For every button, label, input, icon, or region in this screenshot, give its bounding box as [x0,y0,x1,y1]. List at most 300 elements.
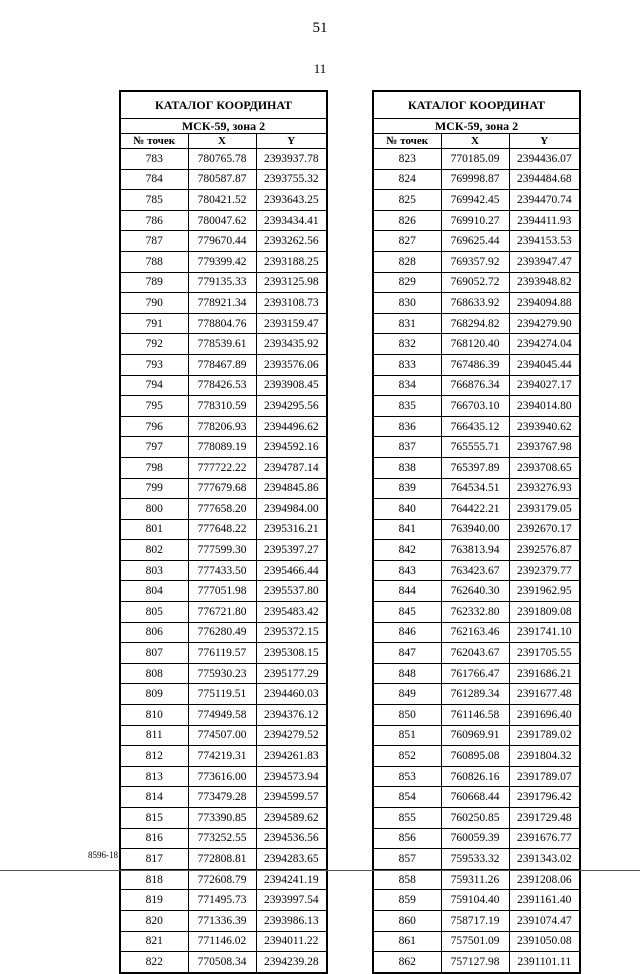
x-coordinate-cell: 778804.76 [188,313,256,334]
y-coordinate-cell: 2394014.80 [509,396,580,417]
table-row [373,457,580,478]
table-row [120,766,327,787]
x-coordinate-cell: 760250.85 [441,808,509,829]
table-row [373,478,580,499]
point-number-cell: 842 [373,540,441,561]
table-row [120,663,327,684]
x-coordinate-cell: 775119.51 [188,684,256,705]
x-coordinate-cell: 779399.42 [188,251,256,272]
y-coordinate-cell: 2393948.82 [509,272,580,293]
x-coordinate-cell: 764422.21 [441,499,509,520]
table-row [120,890,327,911]
y-coordinate-cell: 2394376.12 [256,705,327,726]
y-coordinate-cell: 2395308.15 [256,643,327,664]
y-coordinate-cell: 2394470.74 [509,190,580,211]
table-row [120,519,327,540]
table-row [120,251,327,272]
y-coordinate-cell: 2392576.87 [509,540,580,561]
y-coordinate-cell: 2394496.62 [256,416,327,437]
point-number-cell: 805 [120,602,188,623]
x-coordinate-cell: 765555.71 [441,437,509,458]
point-number-cell: 818 [120,869,188,890]
table-row [373,828,580,849]
point-number-cell: 841 [373,519,441,540]
y-coordinate-cell: 2394011.22 [256,931,327,952]
x-coordinate-cell: 776721.80 [188,602,256,623]
y-coordinate-cell: 2393125.98 [256,272,327,293]
y-coordinate-cell: 2393986.13 [256,910,327,931]
y-coordinate-cell: 2394484.68 [509,169,580,190]
table-row [120,602,327,623]
column-header-point-number: № точек [120,134,188,149]
y-coordinate-cell: 2394436.07 [509,149,580,170]
y-coordinate-cell: 2393997.54 [256,890,327,911]
y-coordinate-cell: 2394283.65 [256,849,327,870]
point-number-cell: 793 [120,354,188,375]
y-coordinate-cell: 2393262.56 [256,231,327,252]
y-coordinate-cell: 2395537.80 [256,581,327,602]
x-coordinate-cell: 757127.98 [441,952,509,973]
x-coordinate-cell: 766703.10 [441,396,509,417]
column-header-x: X [441,134,509,149]
x-coordinate-cell: 760969.91 [441,725,509,746]
x-coordinate-cell: 773390.85 [188,808,256,829]
y-coordinate-cell: 2395372.15 [256,622,327,643]
table-row [120,931,327,952]
y-coordinate-cell: 2392379.77 [509,560,580,581]
y-coordinate-cell: 2391074.47 [509,910,580,931]
x-coordinate-cell: 761146.58 [441,705,509,726]
x-coordinate-cell: 777648.22 [188,519,256,540]
x-coordinate-cell: 774507.00 [188,725,256,746]
x-coordinate-cell: 778467.89 [188,354,256,375]
y-coordinate-cell: 2394045.44 [509,354,580,375]
y-coordinate-cell: 2391804.32 [509,746,580,767]
point-number-cell: 858 [373,869,441,890]
point-number-cell: 804 [120,581,188,602]
coordinate-system-label: МСК-59, зона 2 [120,119,327,134]
point-number-cell: 853 [373,766,441,787]
y-coordinate-cell: 2393947.47 [509,251,580,272]
x-coordinate-cell: 780765.78 [188,149,256,170]
x-coordinate-cell: 770185.09 [441,149,509,170]
point-number-cell: 854 [373,787,441,808]
y-coordinate-cell: 2391796.42 [509,787,580,808]
x-coordinate-cell: 760668.44 [441,787,509,808]
x-coordinate-cell: 769998.87 [441,169,509,190]
y-coordinate-cell: 2393937.78 [256,149,327,170]
table-row [120,293,327,314]
x-coordinate-cell: 777051.98 [188,581,256,602]
x-coordinate-cell: 762332.80 [441,602,509,623]
point-number-cell: 836 [373,416,441,437]
point-number-cell: 847 [373,643,441,664]
x-coordinate-cell: 766435.12 [441,416,509,437]
y-coordinate-cell: 2393434.41 [256,210,327,231]
point-number-cell: 821 [120,931,188,952]
table-row [373,643,580,664]
point-number-cell: 820 [120,910,188,931]
point-number-cell: 840 [373,499,441,520]
point-number-cell: 803 [120,560,188,581]
table-row [120,437,327,458]
y-coordinate-cell: 2391741.10 [509,622,580,643]
table-row [120,869,327,890]
x-coordinate-cell: 776119.57 [188,643,256,664]
y-coordinate-cell: 2394984.00 [256,499,327,520]
x-coordinate-cell: 773252.55 [188,828,256,849]
x-coordinate-cell: 778426.53 [188,375,256,396]
column-header-x: X [188,134,256,149]
y-coordinate-cell: 2391789.07 [509,766,580,787]
table-row [373,849,580,870]
x-coordinate-cell: 769910.27 [441,210,509,231]
y-coordinate-cell: 2393435.92 [256,334,327,355]
x-coordinate-cell: 769052.72 [441,272,509,293]
x-coordinate-cell: 769942.45 [441,190,509,211]
y-coordinate-cell: 2394279.90 [509,313,580,334]
x-coordinate-cell: 773616.00 [188,766,256,787]
table-row [373,231,580,252]
point-number-cell: 794 [120,375,188,396]
point-number-cell: 819 [120,890,188,911]
y-coordinate-cell: 2393908.45 [256,375,327,396]
x-coordinate-cell: 772608.79 [188,869,256,890]
point-number-cell: 833 [373,354,441,375]
y-coordinate-cell: 2395316.21 [256,519,327,540]
point-number-cell: 788 [120,251,188,272]
table-row [373,869,580,890]
point-number-cell: 784 [120,169,188,190]
point-number-cell: 800 [120,499,188,520]
x-coordinate-cell: 766876.34 [441,375,509,396]
point-number-cell: 795 [120,396,188,417]
point-number-cell: 857 [373,849,441,870]
y-coordinate-cell: 2391962.95 [509,581,580,602]
catalog-title: КАТАЛОГ КООРДИНАТ [373,91,580,119]
point-number-cell: 812 [120,746,188,767]
x-coordinate-cell: 758717.19 [441,910,509,931]
point-number-cell: 801 [120,519,188,540]
x-coordinate-cell: 772808.81 [188,849,256,870]
table-row [373,746,580,767]
point-number-cell: 791 [120,313,188,334]
x-coordinate-cell: 760895.08 [441,746,509,767]
y-coordinate-cell: 2391686.21 [509,663,580,684]
column-header-y: Y [509,134,580,149]
table-row [120,354,327,375]
table-row [373,581,580,602]
y-coordinate-cell: 2393940.62 [509,416,580,437]
x-coordinate-cell: 768120.40 [441,334,509,355]
y-coordinate-cell: 2391809.08 [509,602,580,623]
x-coordinate-cell: 763423.67 [441,560,509,581]
point-number-cell: 796 [120,416,188,437]
y-coordinate-cell: 2394589.62 [256,808,327,829]
table-row [120,169,327,190]
table-row [120,231,327,252]
table-row [120,849,327,870]
point-number-cell: 813 [120,766,188,787]
table-row [120,952,327,973]
y-coordinate-cell: 2393643.25 [256,190,327,211]
y-coordinate-cell: 2395397.27 [256,540,327,561]
x-coordinate-cell: 779670.44 [188,231,256,252]
table-row [373,190,580,211]
y-coordinate-cell: 2394536.56 [256,828,327,849]
table-row [373,787,580,808]
table-row [373,149,580,170]
point-number-cell: 862 [373,952,441,973]
point-number-cell: 806 [120,622,188,643]
document-code: 8596-18 [88,850,118,860]
table-row [120,396,327,417]
x-coordinate-cell: 780047.62 [188,210,256,231]
x-coordinate-cell: 777679.68 [188,478,256,499]
point-number-cell: 829 [373,272,441,293]
point-number-cell: 860 [373,910,441,931]
x-coordinate-cell: 778310.59 [188,396,256,417]
coordinate-catalog-table-right [372,90,581,974]
point-number-cell: 810 [120,705,188,726]
point-number-cell: 789 [120,272,188,293]
table-row [373,396,580,417]
table-row [373,354,580,375]
y-coordinate-cell: 2395177.29 [256,663,327,684]
table-row [120,334,327,355]
point-number-cell: 825 [373,190,441,211]
point-number-cell: 811 [120,725,188,746]
x-coordinate-cell: 762043.67 [441,643,509,664]
table-row [373,910,580,931]
y-coordinate-cell: 2395466.44 [256,560,327,581]
x-coordinate-cell: 761766.47 [441,663,509,684]
y-coordinate-cell: 2391705.55 [509,643,580,664]
y-coordinate-cell: 2393108.73 [256,293,327,314]
y-coordinate-cell: 2394787.14 [256,457,327,478]
y-coordinate-cell: 2391343.02 [509,849,580,870]
y-coordinate-cell: 2394274.04 [509,334,580,355]
x-coordinate-cell: 759533.32 [441,849,509,870]
point-number-cell: 837 [373,437,441,458]
coordinate-catalog-table-left [119,90,328,974]
point-number-cell: 832 [373,334,441,355]
y-coordinate-cell: 2391789.02 [509,725,580,746]
y-coordinate-cell: 2393276.93 [509,478,580,499]
table-row [120,705,327,726]
x-coordinate-cell: 779135.33 [188,272,256,293]
x-coordinate-cell: 780421.52 [188,190,256,211]
table-row [120,540,327,561]
point-number-cell: 799 [120,478,188,499]
point-number-cell: 846 [373,622,441,643]
x-coordinate-cell: 778206.93 [188,416,256,437]
y-coordinate-cell: 2391696.40 [509,705,580,726]
y-coordinate-cell: 2391050.08 [509,931,580,952]
x-coordinate-cell: 763813.94 [441,540,509,561]
x-coordinate-cell: 763940.00 [441,519,509,540]
point-number-cell: 835 [373,396,441,417]
x-coordinate-cell: 778921.34 [188,293,256,314]
y-coordinate-cell: 2393179.05 [509,499,580,520]
y-coordinate-cell: 2394460.03 [256,684,327,705]
y-coordinate-cell: 2391161.40 [509,890,580,911]
y-coordinate-cell: 2391208.06 [509,869,580,890]
y-coordinate-cell: 2391101.11 [509,952,580,973]
table-row [373,725,580,746]
x-coordinate-cell: 777433.50 [188,560,256,581]
y-coordinate-cell: 2394027.17 [509,375,580,396]
table-row [373,602,580,623]
table-row [373,560,580,581]
point-number-cell: 850 [373,705,441,726]
point-number-cell: 816 [120,828,188,849]
x-coordinate-cell: 778539.61 [188,334,256,355]
table-row [120,375,327,396]
y-coordinate-cell: 2393767.98 [509,437,580,458]
point-number-cell: 849 [373,684,441,705]
table-row [373,416,580,437]
x-coordinate-cell: 761289.34 [441,684,509,705]
table-row [373,169,580,190]
catalog-title: КАТАЛОГ КООРДИНАТ [120,91,327,119]
table-row [373,272,580,293]
table-row [120,560,327,581]
x-coordinate-cell: 775930.23 [188,663,256,684]
table-row [120,725,327,746]
x-coordinate-cell: 768294.82 [441,313,509,334]
column-header-y: Y [256,134,327,149]
table-row [373,540,580,561]
y-coordinate-cell: 2394279.52 [256,725,327,746]
table-row [373,684,580,705]
point-number-cell: 798 [120,457,188,478]
table-row [373,931,580,952]
table-row [120,272,327,293]
y-coordinate-cell: 2393755.32 [256,169,327,190]
point-number-cell: 787 [120,231,188,252]
table-row [120,828,327,849]
table-row [373,437,580,458]
point-number-cell: 828 [373,251,441,272]
table-row [373,705,580,726]
point-number-cell: 834 [373,375,441,396]
x-coordinate-cell: 777722.22 [188,457,256,478]
table-row [373,663,580,684]
point-number-cell: 824 [373,169,441,190]
point-number-cell: 808 [120,663,188,684]
x-coordinate-cell: 771495.73 [188,890,256,911]
x-coordinate-cell: 762640.30 [441,581,509,602]
x-coordinate-cell: 767486.39 [441,354,509,375]
x-coordinate-cell: 760826.16 [441,766,509,787]
point-number-cell: 861 [373,931,441,952]
page-bottom-edge [0,870,640,871]
table-row [120,808,327,829]
point-number-cell: 814 [120,787,188,808]
table-row [373,334,580,355]
point-number-cell: 797 [120,437,188,458]
table-row [373,952,580,973]
point-number-cell: 855 [373,808,441,829]
x-coordinate-cell: 762163.46 [441,622,509,643]
point-number-cell: 848 [373,663,441,684]
point-number-cell: 844 [373,581,441,602]
table-row [120,787,327,808]
table-row [120,910,327,931]
point-number-cell: 822 [120,952,188,973]
table-row [120,499,327,520]
y-coordinate-cell: 2391676.77 [509,828,580,849]
point-number-cell: 815 [120,808,188,829]
table-row [120,416,327,437]
y-coordinate-cell: 2394153.53 [509,231,580,252]
table-row [373,499,580,520]
y-coordinate-cell: 2394241.19 [256,869,327,890]
y-coordinate-cell: 2394599.57 [256,787,327,808]
point-number-cell: 790 [120,293,188,314]
point-number-cell: 807 [120,643,188,664]
point-number-cell: 786 [120,210,188,231]
x-coordinate-cell: 771336.39 [188,910,256,931]
point-number-cell: 839 [373,478,441,499]
y-coordinate-cell: 2393576.06 [256,354,327,375]
point-number-cell: 826 [373,210,441,231]
y-coordinate-cell: 2392670.17 [509,519,580,540]
section-number: 11 [313,61,327,76]
x-coordinate-cell: 776280.49 [188,622,256,643]
point-number-cell: 851 [373,725,441,746]
x-coordinate-cell: 780587.87 [188,169,256,190]
x-coordinate-cell: 769625.44 [441,231,509,252]
table-row [120,149,327,170]
x-coordinate-cell: 768633.92 [441,293,509,314]
x-coordinate-cell: 765397.89 [441,457,509,478]
table-row [120,622,327,643]
table-row [120,190,327,211]
table-row [120,457,327,478]
coordinate-system-label: МСК-59, зона 2 [373,119,580,134]
table-row [120,478,327,499]
x-coordinate-cell: 760059.39 [441,828,509,849]
table-row [120,210,327,231]
point-number-cell: 783 [120,149,188,170]
table-row [120,643,327,664]
point-number-cell: 831 [373,313,441,334]
x-coordinate-cell: 764534.51 [441,478,509,499]
point-number-cell: 817 [120,849,188,870]
page-number: 51 [312,20,328,36]
table-row [120,746,327,767]
table-row [120,313,327,334]
x-coordinate-cell: 774949.58 [188,705,256,726]
x-coordinate-cell: 774219.31 [188,746,256,767]
y-coordinate-cell: 2394845.86 [256,478,327,499]
x-coordinate-cell: 769357.92 [441,251,509,272]
y-coordinate-cell: 2394411.93 [509,210,580,231]
point-number-cell: 823 [373,149,441,170]
point-number-cell: 843 [373,560,441,581]
x-coordinate-cell: 777599.30 [188,540,256,561]
y-coordinate-cell: 2391729.48 [509,808,580,829]
table-row [373,375,580,396]
x-coordinate-cell: 773479.28 [188,787,256,808]
x-coordinate-cell: 778089.19 [188,437,256,458]
point-number-cell: 809 [120,684,188,705]
y-coordinate-cell: 2394094.88 [509,293,580,314]
y-coordinate-cell: 2393708.65 [509,457,580,478]
x-coordinate-cell: 759104.40 [441,890,509,911]
